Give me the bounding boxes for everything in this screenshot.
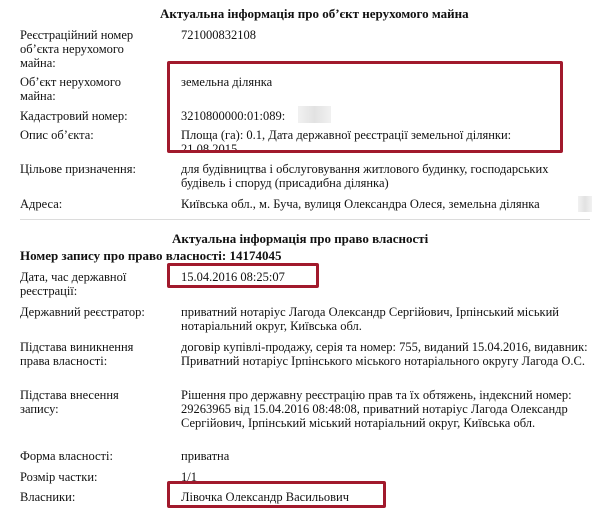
share-size-label: Розмір частки: — [20, 470, 98, 484]
owners-value: Лівочка Олександр Васильович — [181, 490, 349, 504]
description-value: Площа (га): 0.1, Дата державної реєстрації земельної ділянки: 21.08.2015 — [181, 128, 512, 156]
ownership-section-title: Актуальна інформація про право власності — [172, 231, 429, 246]
purpose-label: Цільове призначення: — [20, 162, 136, 176]
record-basis-label: Підстава внесення запису: — [20, 388, 119, 416]
cadastral-number-label: Кадастровий номер: — [20, 109, 128, 123]
cadastral-number-value: 3210800000:01:089: — [181, 109, 286, 123]
highlight-box-object — [167, 61, 563, 153]
object-type-value: земельна ділянка — [181, 75, 273, 89]
ownership-form-label: Форма власності: — [20, 449, 113, 463]
highlight-box-date — [167, 263, 319, 288]
registrar-value: приватний нотаріус Лагода Олександр Сергійович, Ірпінський міський нотаріальний округ, Київська обл. — [181, 305, 559, 333]
reg-number-label: Реєстраційний номер об’єкта нерухомого майна: — [20, 28, 134, 70]
registrar-label: Державний реєстратор: — [20, 305, 145, 319]
address-value: Київська обл., м. Буча, вулиця Олександра Олеся, земельна ділянка — [181, 197, 540, 211]
description-label: Опис об’єкта: — [20, 128, 94, 142]
share-size-value: 1/1 — [181, 470, 197, 484]
registration-date-value: 15.04.2016 08:25:07 — [181, 270, 285, 284]
ownership-basis-label: Підстава виникнення права власності: — [20, 340, 134, 368]
object-type-label: Об’єкт нерухомого майна: — [20, 75, 121, 103]
object-section-title: Актуальна інформація про об’єкт нерухомого майна — [160, 6, 469, 21]
ownership-basis-value: договір купівлі-продажу, серія та номер: 755, виданий 15.04.2016, видавник: Приватний нотаріус Ірпінського міського нотаріального округу Лагода О.С. — [181, 340, 588, 368]
section-divider — [20, 219, 590, 220]
record-basis-value: Рішення про державну реєстрацію прав та їх обтяжень, індексний номер: 29263965 від 15.04.2016 08:48:08, приватний нотаріус Лагода Олександр Сергійович, Ірпінський міський нотаріальний округ, Київська обл. — [181, 388, 572, 430]
highlight-box-owner — [167, 481, 386, 508]
ownership-form-value: приватна — [181, 449, 230, 463]
address-label: Адреса: — [20, 197, 63, 211]
registration-date-label: Дата, час державної реєстрації: — [20, 270, 127, 298]
redaction-blur — [578, 196, 592, 212]
purpose-value: для будівництва і обслуговування житлового будинку, господарських будівель і споруд (присадибна ділянка) — [181, 162, 549, 190]
reg-number-value: 721000832108 — [181, 28, 256, 42]
ownership-record-number: Номер запису про право власності: 14174045 — [20, 248, 282, 263]
owners-label: Власники: — [20, 490, 76, 504]
